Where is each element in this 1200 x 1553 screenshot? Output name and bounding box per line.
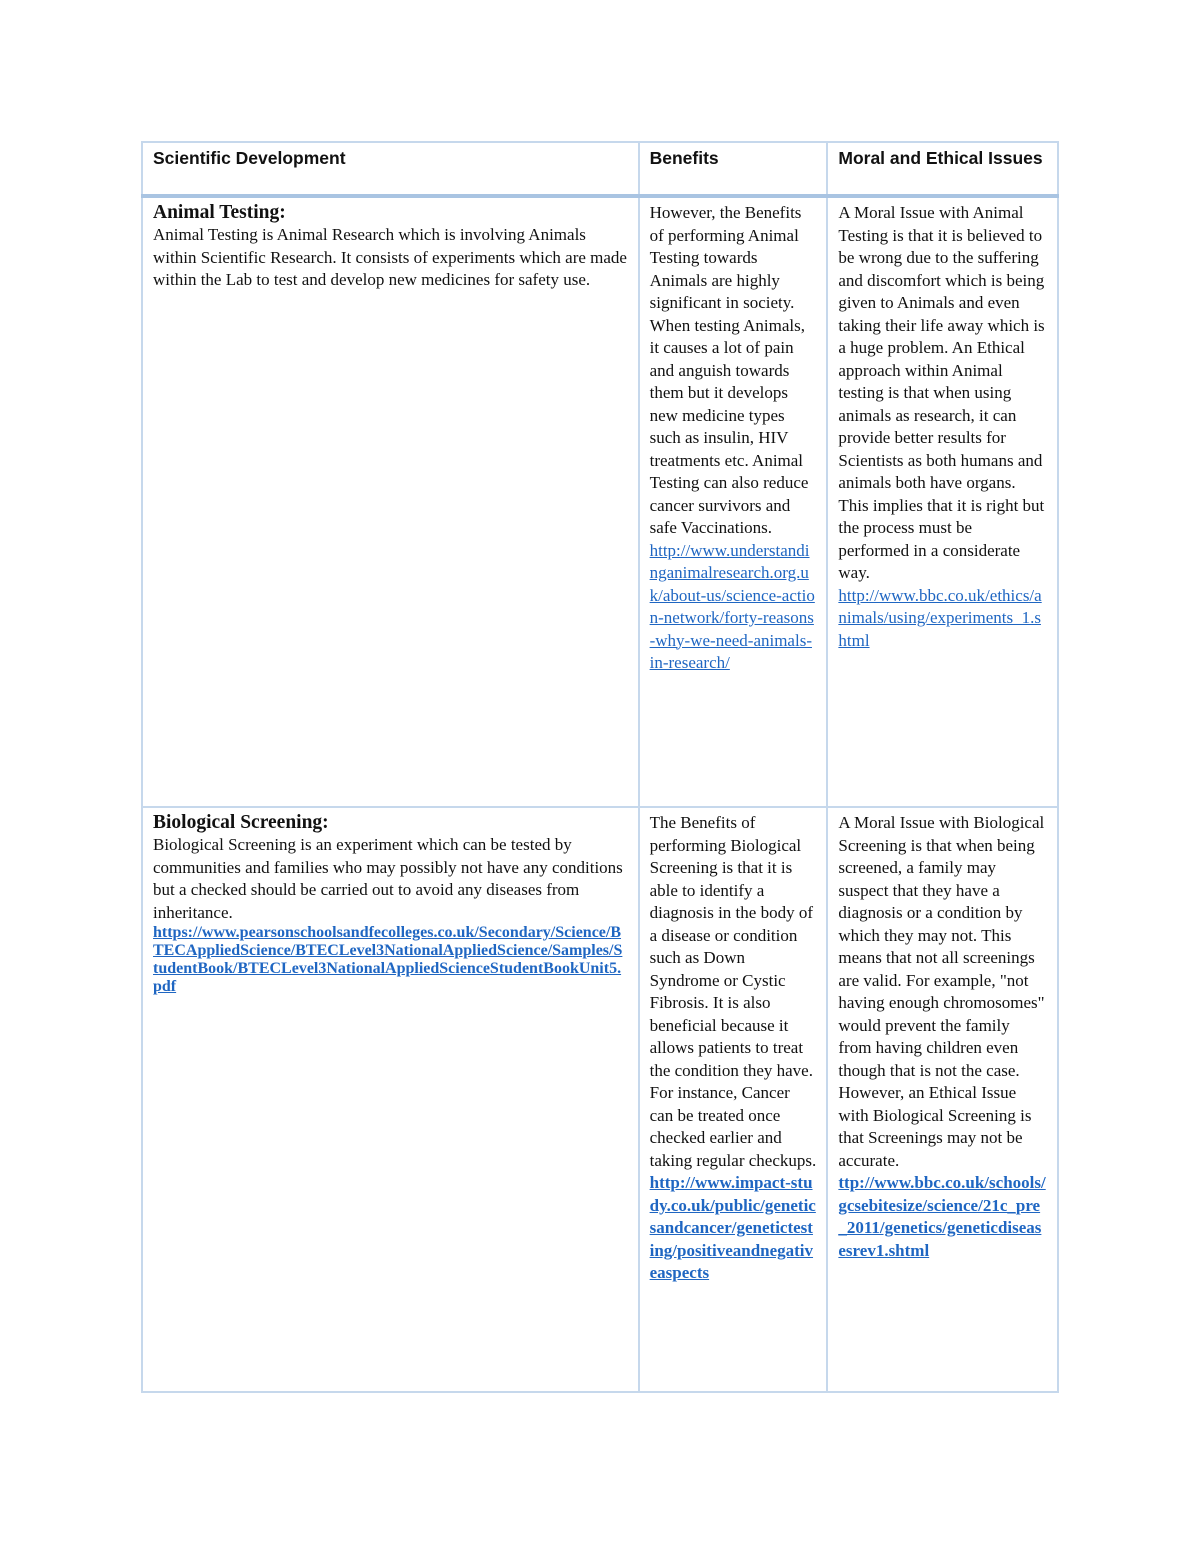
benefits-link[interactable]: http://www.impact-study.co.uk/public/geneticsandcancer/genetictesting/positiveandnegativeaspects (649, 1173, 816, 1282)
development-cell (142, 807, 639, 1392)
header-development: Scientific Development (142, 142, 639, 196)
row-title: Biological Screening: (153, 812, 329, 833)
benefits-text: The Benefits of performing Biological Screening is that it is able to identify a diagnosis in the body of a disease or condition such as Down Syndrome or Cystic Fibrosis. It is also beneficial because it allows patients to treat the condition they have. For instance, Cancer can be treated once checked earlier and taking regular checkups. (649, 813, 817, 1170)
benefits-cell (639, 196, 828, 807)
issues-cell (827, 807, 1058, 1392)
table-row-biological-screening (142, 807, 1058, 1392)
issues-text: A Moral Issue with Animal Testing is that it is believed to be wrong due to the suffering and discomfort which is being given to Animals and even taking their life away which is a huge problem. An Ethical approach within Animal testing is that when using animals as research, it can provide better results for Scientists as both humans and animals both have organs. This implies that it is right but the process must be performed in a considerate way. (838, 203, 1045, 582)
issues-text: A Moral Issue with Biological Screening is that when being screened, a family may suspect that they have a diagnosis or a condition by which they may not. This means that not all screenings are valid. For example, "not having enough chromosomes" would prevent the family from having children even though that is not the case. However, an Ethical Issue with Biological Screening is that Screenings may not be accurate. (838, 813, 1045, 1170)
row-description: Biological Screening is an experiment which can be tested by communities and families who may possibly not have any conditions but a checked should be carried out to avoid any diseases from inheritance. (153, 835, 623, 922)
description-link[interactable]: https://www.pearsonschoolsandfecolleges.co.uk/Secondary/Science/BTECAppliedScience/BTECLevel3NationalAppliedScience/Samples/StudentBook/BTECLevel3NationalAppliedScienceStudentBookUnit5.pdf (153, 924, 623, 995)
table-row-animal-testing (142, 196, 1058, 807)
header-benefits: Benefits (639, 142, 828, 196)
issues-link[interactable]: http://www.bbc.co.uk/ethics/animals/using/experiments_1.shtml (838, 585, 1042, 650)
header-row (142, 142, 1058, 196)
comparison-table (141, 141, 1059, 1393)
benefits-text: However, the Benefits of performing Animal Testing towards Animals are highly significant in society. When testing Animals, it causes a lot of pain and anguish towards them but it develops new medicine types such as insulin, HIV treatments etc. Animal Testing can also reduce cancer survivors and safe Vaccinations. (649, 203, 809, 537)
issues-cell (827, 196, 1058, 807)
row-description: Animal Testing is Animal Research which is involving Animals within Scientific Research. It consists of experiments which are made within the Lab to test and develop new medicines for safety use. (153, 225, 627, 289)
development-cell (142, 196, 639, 807)
row-title: Animal Testing: (153, 202, 286, 223)
benefits-cell (639, 807, 828, 1392)
header-issues: Moral and Ethical Issues (827, 142, 1058, 196)
issues-link[interactable]: ttp://www.bbc.co.uk/schools/gcsebitesize/science/21c_pre_2011/genetics/geneticdiseasesrev1.shtml (838, 1173, 1046, 1260)
benefits-link[interactable]: http://www.understandinganimalresearch.org.uk/about-us/science-action-network/forty-reasons-why-we-need-animals-in-research/ (649, 540, 815, 672)
